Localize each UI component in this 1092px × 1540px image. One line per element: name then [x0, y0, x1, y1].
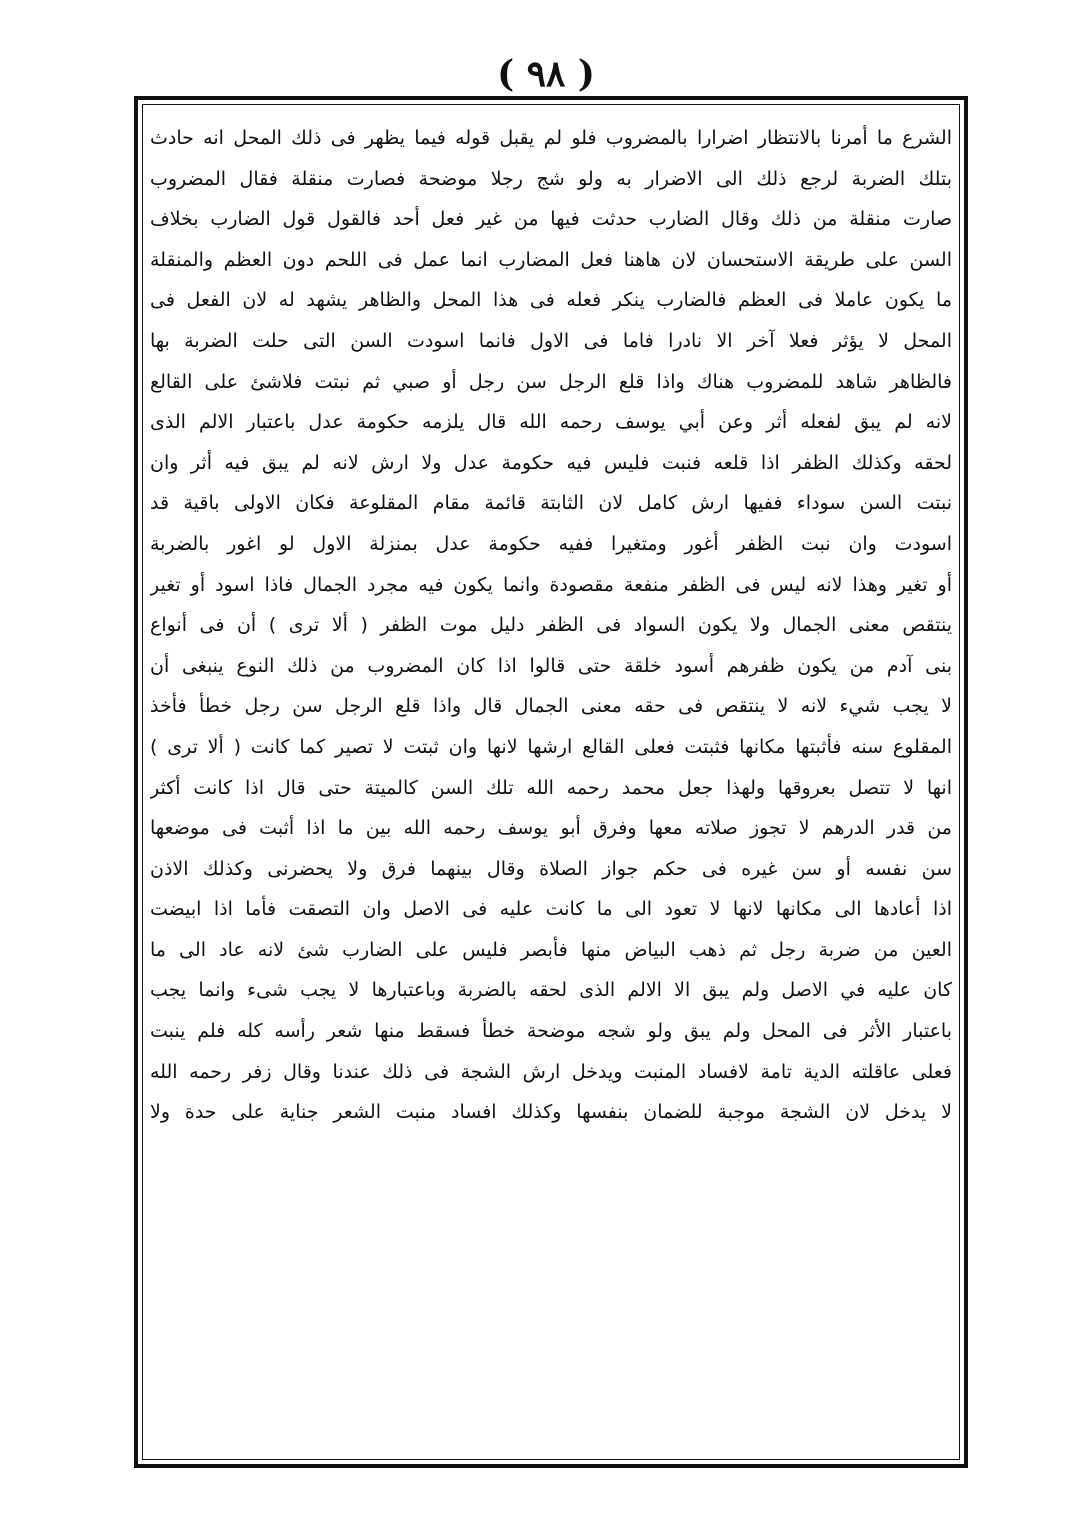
text-line: انها لا تتصل بعروقها ولهذا جعل محمد رحمه الله تلك السن كالميتة حتى قال اذا كانت أكثر: [150, 776, 952, 799]
text-line: فالظاهر شاهد للمضروب هناك واذا قلع الرجل سن رجل أو صبي ثم نبتت فلاشئ على القالع: [150, 370, 952, 393]
text-line: اذا أعادها الى مكانها لانها لا تعود الى ما كانت عليه فى الاصل وان التصقت فأما اذا ابيضت: [150, 898, 952, 921]
text-line: المقلوع سنه فأثبتها مكانها فثبتت فعلى القالع ارشها لانها وان ثبتت لا تصير كما كانت ( ألا ترى ): [150, 735, 952, 758]
text-line: بنى آدم من يكون ظفرهم أسود خلقة حتى قالوا اذا كان المضروب من ذلك النوع ينبغى أن: [150, 654, 952, 677]
text-line: كان عليه في الاصل ولم يبق الا الالم الذى لحقه بالضربة وباعتبارها لا يجب شىء وانما يجب: [150, 979, 952, 1002]
text-line: سن نفسه أو سن غيره فى حكم جواز الصلاة وقال بينهما فرق ولا يحضرنى وكذلك الاذن: [150, 857, 952, 880]
text-line: السن على طريقة الاستحسان لان هاهنا فعل المضارب انما عمل فى اللحم دون العظم والمنقلة: [150, 248, 952, 271]
text-line: ينتقص معنى الجمال ولا يكون السواد فى الظفر دليل موت الظفر ( ألا ترى ) أن فى أنواع: [150, 614, 952, 637]
text-line: باعتبار الأثر فى المحل ولم يبق ولو شجه موضحة خطأ فسقط منها شعر رأسه كله فلم ينبت: [150, 1020, 952, 1043]
text-line: لانه لم يبق لفعله أثر وعن أبي يوسف رحمه الله قال يلزمه حكومة عدل باعتبار الالم الذى: [150, 411, 952, 434]
text-line: العين من ضربة رجل ثم ذهب البياض منها فأبصر فليس على الضارب شئ لانه عاد الى ما: [150, 938, 952, 961]
text-line: ما يكون عاملا فى العظم فالضارب ينكر فعله فى هذا المحل والظاهر يشهد له لان الفعل فى: [150, 289, 952, 312]
text-line: الشرع ما أمرنا بالانتظار اضرارا بالمضروب فلو لم يقبل قوله فيما يظهر فى ذلك المحل انه حادث: [150, 127, 952, 149]
page-number: ( ٩٨ ): [497, 53, 595, 95]
body-text: [150, 118, 952, 1458]
text-line: لا يجب شيء لانه لا ينتقص فى حقه معنى الجمال قال واذا قلع الرجل سن رجل خطأ فأخذ: [150, 695, 952, 718]
text-line: أو تغير وهذا لانه ليس فى الظفر منفعة مقصودة وانما يكون فيه مجرد الجمال فاذا اسود أو تغير: [150, 573, 952, 596]
text-line: بتلك الضربة لرجع ذلك الى الاضرار به ولو شج رجلا موضحة فصارت منقلة فقال المضروب: [150, 167, 952, 190]
text-line: لحقه وكذلك الظفر اذا قلعه فنبت فليس فيه حكومة عدل ولا ارش لانه لم يبق فيه أثر وان: [150, 451, 952, 474]
text-line: نبتت السن سوداء ففيها ارش كامل لان الثابتة قائمة مقام المقلوعة فكان الاولى باقية قد: [150, 492, 952, 515]
text-line: المحل لا يؤثر فعلا آخر الا نادرا فاما فى الاول فانما اسودت السن التى حلت الضربة بها: [150, 329, 952, 352]
text-line: من قدر الدرهم لا تجوز صلاته معها وفرق أبو يوسف رحمه الله بين ما اذا أثبت فى موضعها: [150, 817, 952, 840]
text-line: فعلى عاقلته الدية تامة لافساد المنبت ويدخل ارش الشجة فى ذلك عندنا وقال زفر رحمه الله: [150, 1060, 952, 1083]
text-line: لا يدخل لان الشجة موجبة للضمان بنفسها وكذلك افساد منبت الشعر جناية على حدة ولا: [150, 1101, 952, 1124]
text-line: صارت منقلة من ذلك وقال الضارب حدثت فيها من غير فعل أحد فالقول قول الضارب بخلاف: [150, 208, 952, 231]
text-line: اسودت وان نبت الظفر أغور ومتغيرا ففيه حكومة عدل بمنزلة الاول لو اغور بالضربة: [150, 532, 952, 555]
